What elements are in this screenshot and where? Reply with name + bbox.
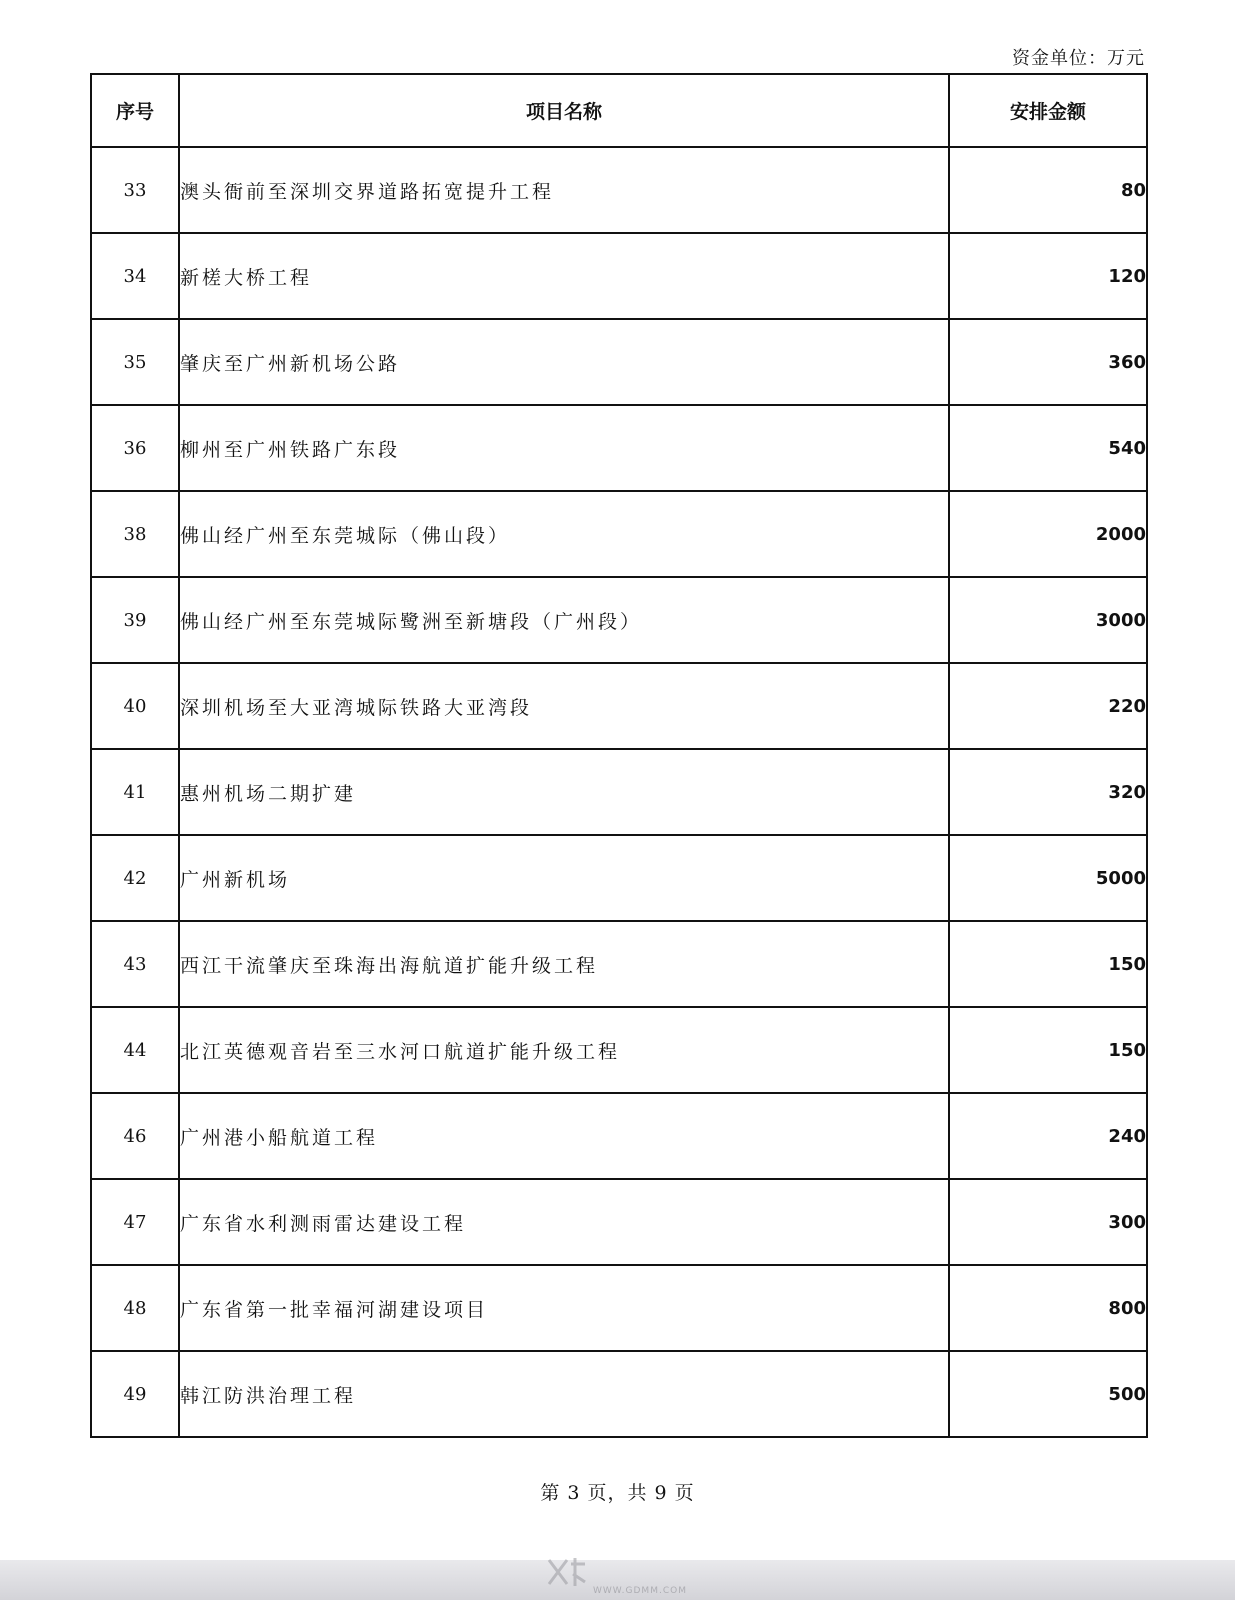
row-seq: 33 xyxy=(91,147,179,233)
row-seq: 47 xyxy=(91,1179,179,1265)
row-amount: 5000 xyxy=(949,835,1147,921)
row-amount: 800 xyxy=(949,1265,1147,1351)
row-seq: 39 xyxy=(91,577,179,663)
row-project-name: 韩江防洪治理工程 xyxy=(179,1351,949,1437)
page-number-footer: 第 3 页，共 9 页 xyxy=(540,1482,695,1504)
site-watermark xyxy=(545,1552,715,1600)
table-row xyxy=(91,835,1147,921)
row-amount: 150 xyxy=(949,921,1147,1007)
row-seq: 34 xyxy=(91,233,179,319)
table-row xyxy=(91,663,1147,749)
row-project-name: 广州港小船航道工程 xyxy=(179,1093,949,1179)
row-seq: 46 xyxy=(91,1093,179,1179)
table-row xyxy=(91,1093,1147,1179)
row-amount: 3000 xyxy=(949,577,1147,663)
table-row xyxy=(91,233,1147,319)
row-seq: 43 xyxy=(91,921,179,1007)
row-project-name: 广东省水利测雨雷达建设工程 xyxy=(179,1179,949,1265)
row-project-name: 惠州机场二期扩建 xyxy=(179,749,949,835)
row-project-name: 新槎大桥工程 xyxy=(179,233,949,319)
row-seq: 49 xyxy=(91,1351,179,1437)
row-seq: 41 xyxy=(91,749,179,835)
table-row xyxy=(91,1265,1147,1351)
row-amount: 240 xyxy=(949,1093,1147,1179)
row-seq: 38 xyxy=(91,491,179,577)
row-amount: 320 xyxy=(949,749,1147,835)
row-amount: 150 xyxy=(949,1007,1147,1093)
funding-unit-label: 资金单位：万元 xyxy=(1012,48,1145,69)
row-seq: 42 xyxy=(91,835,179,921)
row-seq: 44 xyxy=(91,1007,179,1093)
row-project-name: 佛山经广州至东莞城际鹭洲至新塘段（广州段） xyxy=(179,577,949,663)
row-seq: 35 xyxy=(91,319,179,405)
row-seq: 40 xyxy=(91,663,179,749)
table-row xyxy=(91,491,1147,577)
row-amount: 220 xyxy=(949,663,1147,749)
table-row xyxy=(91,1007,1147,1093)
row-project-name: 深圳机场至大亚湾城际铁路大亚湾段 xyxy=(179,663,949,749)
table-row xyxy=(91,319,1147,405)
table-row xyxy=(91,405,1147,491)
row-amount: 300 xyxy=(949,1179,1147,1265)
project-funding-table xyxy=(90,73,1148,1438)
row-project-name: 广东省第一批幸福河湖建设项目 xyxy=(179,1265,949,1351)
column-header-seq: 序号 xyxy=(91,74,179,147)
table-row xyxy=(91,1351,1147,1437)
row-project-name: 肇庆至广州新机场公路 xyxy=(179,319,949,405)
column-header-project-name: 项目名称 xyxy=(179,74,949,147)
column-header-amount: 安排金额 xyxy=(949,74,1147,147)
row-project-name: 北江英德观音岩至三水河口航道扩能升级工程 xyxy=(179,1007,949,1093)
row-amount: 500 xyxy=(949,1351,1147,1437)
table-row xyxy=(91,749,1147,835)
row-amount: 2000 xyxy=(949,491,1147,577)
row-amount: 540 xyxy=(949,405,1147,491)
row-amount: 80 xyxy=(949,147,1147,233)
row-project-name: 澳头衙前至深圳交界道路拓宽提升工程 xyxy=(179,147,949,233)
row-project-name: 广州新机场 xyxy=(179,835,949,921)
row-seq: 36 xyxy=(91,405,179,491)
table-row xyxy=(91,147,1147,233)
row-amount: 360 xyxy=(949,319,1147,405)
watermark-url: WWW.GDMM.COM xyxy=(593,1586,687,1596)
row-project-name: 佛山经广州至东莞城际（佛山段） xyxy=(179,491,949,577)
row-amount: 120 xyxy=(949,233,1147,319)
table-row xyxy=(91,1179,1147,1265)
table-header-row xyxy=(91,74,1147,147)
row-project-name: 西江干流肇庆至珠海出海航道扩能升级工程 xyxy=(179,921,949,1007)
table-row xyxy=(91,577,1147,663)
row-project-name: 柳州至广州铁路广东段 xyxy=(179,405,949,491)
row-seq: 48 xyxy=(91,1265,179,1351)
table-row xyxy=(91,921,1147,1007)
